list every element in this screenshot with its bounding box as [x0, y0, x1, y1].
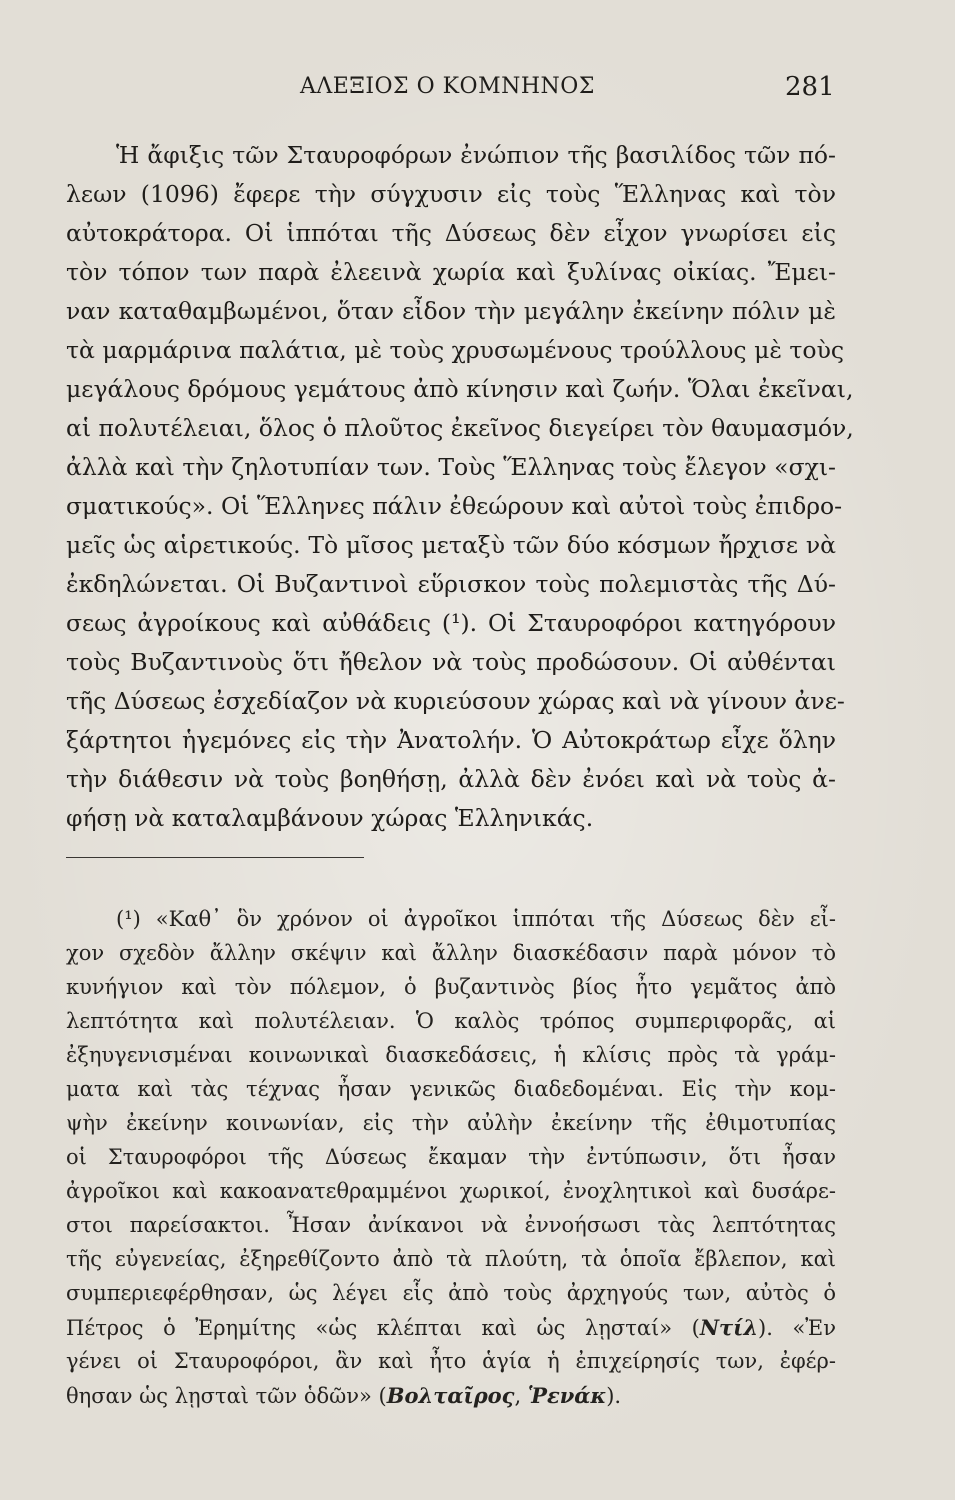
- footnote-text: ). «Ἐν: [758, 1316, 836, 1340]
- footnote-line: [66, 1380, 836, 1411]
- body-line: σματικούς». Οἱ Ἕλληνες πάλιν ἐθεώρουν καὶ αὐτοὶ τοὺς ἐπιδρο-: [66, 492, 843, 520]
- cited-author: Ντίλ: [699, 1315, 759, 1340]
- footnote-line: ματα καὶ τὰς τέχνας ἦσαν γενικῶς διαδεδομέναι. Εἰς τὴν κομ-: [66, 1077, 836, 1101]
- footnote-line: ἐξηυγενισμέναι κοινωνικαὶ διασκεδάσεις, ἡ κλίσις πρὸς τὰ γράμ-: [66, 1043, 836, 1067]
- body-line: φήσῃ νὰ καταλαμβάνουν χώρας Ἑλληνικάς.: [66, 804, 594, 832]
- cited-author: Ῥενάκ: [527, 1383, 607, 1408]
- footnote-text: ,: [514, 1384, 528, 1408]
- body-line: ξάρτητοι ἡγεμόνες εἰς τὴν Ἀνατολήν. Ὁ Αὐτοκράτωρ εἶχε ὅλην: [66, 726, 836, 754]
- body-line: τὰ μαρμάρινα παλάτια, μὲ τοὺς χρυσωμένους τρούλλους μὲ τοὺς: [66, 336, 845, 364]
- body-line: σεως ἀγροίκους καὶ αὐθάδεις (¹). Οἱ Σταυροφόροι κατηγόρουν: [66, 609, 836, 637]
- body-line: ναν καταθαμβωμένοι, ὅταν εἶδον τὴν μεγάλην ἐκείνην πόλιν μὲ: [66, 297, 836, 325]
- footnote-text: θησαν ὡς λῃσταὶ τῶν ὁδῶν» (: [66, 1384, 387, 1408]
- footnote-line: ψὴν ἐκείνην κοινωνίαν, εἰς τὴν αὐλὴν ἐκείνην τῆς ἐθιμοτυπίας: [66, 1111, 836, 1135]
- footnote-line: τῆς εὐγενείας, ἐξηρεθίζοντο ἀπὸ τὰ πλούτη, τὰ ὁποῖα ἔβλεπον, καὶ: [66, 1247, 836, 1271]
- footnote-line: (¹) «Καθ᾽ ὃν χρόνον οἱ ἀγροῖκοι ἱππόται τῆς Δύσεως δὲν εἶ-: [116, 907, 836, 931]
- body-line: τὸν τόπον των παρὰ ἐλεεινὰ χωρία καὶ ξυλίνας οἰκίας. Ἔμει-: [66, 258, 836, 286]
- body-line: μεγάλους δρόμους γεμάτους ἀπὸ κίνησιν καὶ ζωήν. Ὅλαι ἐκεῖναι,: [66, 375, 854, 403]
- cited-author: Βολταῖρος: [386, 1383, 515, 1408]
- footnote-line: γένει οἱ Σταυροφόροι, ἂν καὶ ἦτο ἁγία ἡ ἐπιχείρησίς των, ἐφέρ-: [66, 1349, 836, 1373]
- footnote-line: οἱ Σταυροφόροι τῆς Δύσεως ἔκαμαν τὴν ἐντύπωσιν, ὅτι ἦσαν: [66, 1145, 836, 1169]
- body-line: αἱ πολυτέλειαι, ὅλος ὁ πλοῦτος ἐκεῖνος διεγείρει τὸν θαυμασμόν,: [66, 414, 854, 442]
- footnote-text: ).: [606, 1384, 622, 1408]
- footnote-line: ἀγροῖκοι καὶ κακοανατεθραμμένοι χωρικοί, ἐνοχλητικοὶ καὶ δυσάρε-: [66, 1179, 836, 1203]
- body-line: ἐκδηλώνεται. Οἱ Βυζαντινοὶ εὕρισκον τοὺς πολεμιστὰς τῆς Δύ-: [66, 570, 836, 598]
- footnote-line: στοι παρείσακτοι. Ἦσαν ἀνίκανοι νὰ ἐννοήσωσι τὰς λεπτότητας: [66, 1213, 836, 1237]
- body-line: αὐτοκράτορα. Οἱ ἱππόται τῆς Δύσεως δὲν εἶχον γνωρίσει εἰς: [66, 219, 836, 247]
- page-number: 281: [785, 72, 835, 102]
- footnote-line: συμπεριεφέρθησαν, ὡς λέγει εἷς ἀπὸ τοὺς ἀρχηγούς των, αὐτὸς ὁ: [66, 1281, 836, 1305]
- body-line: Ἡ ἄφιξις τῶν Σταυροφόρων ἐνώπιον τῆς βασιλίδος τῶν πό-: [116, 141, 836, 169]
- body-line: μεῖς ὡς αἱρετικούς. Τὸ μῖσος μεταξὺ τῶν δύο κόσμων ἤρχισε νὰ: [66, 531, 836, 559]
- footnote-line: κυνήγιον καὶ τὸν πόλεμον, ὁ βυζαντινὸς βίος ἦτο γεμᾶτος ἀπὸ: [66, 975, 836, 999]
- footnote-line: χον σχεδὸν ἄλλην σκέψιν καὶ ἄλλην διασκέδασιν παρὰ μόνον τὸ: [66, 941, 836, 965]
- footnote-text: Πέτρος ὁ Ἐρημίτης «ὡς κλέπται καὶ ὡς λῃσταί» (: [66, 1316, 700, 1340]
- body-line: ἀλλὰ καὶ τὴν ζηλοτυπίαν των. Τοὺς Ἕλληνας τοὺς ἔλεγον «σχι-: [66, 453, 836, 481]
- body-line: λεων (1096) ἔφερε τὴν σύγχυσιν εἰς τοὺς Ἕλληνας καὶ τὸν: [66, 180, 836, 208]
- footnote-rule: [66, 857, 364, 858]
- body-line: τῆς Δύσεως ἐσχεδίαζον νὰ κυριεύσουν χώρας καὶ νὰ γίνουν ἀνε-: [66, 687, 845, 715]
- body-line: τὴν διάθεσιν νὰ τοὺς βοηθήσῃ, ἀλλὰ δὲν ἐνόει καὶ νὰ τοὺς ἀ-: [66, 765, 836, 793]
- footnote-line: λεπτότητα καὶ πολυτέλειαν. Ὁ καλὸς τρόπος συμπεριφορᾶς, αἱ: [66, 1009, 836, 1033]
- body-line: τοὺς Βυζαντινοὺς ὅτι ἤθελον νὰ τοὺς προδώσουν. Οἱ αὐθένται: [66, 648, 836, 676]
- running-title: ΑΛΕΞΙΟΣ Ο ΚΟΜΝΗΝΟΣ: [300, 74, 595, 99]
- footnote-line: [66, 1312, 836, 1343]
